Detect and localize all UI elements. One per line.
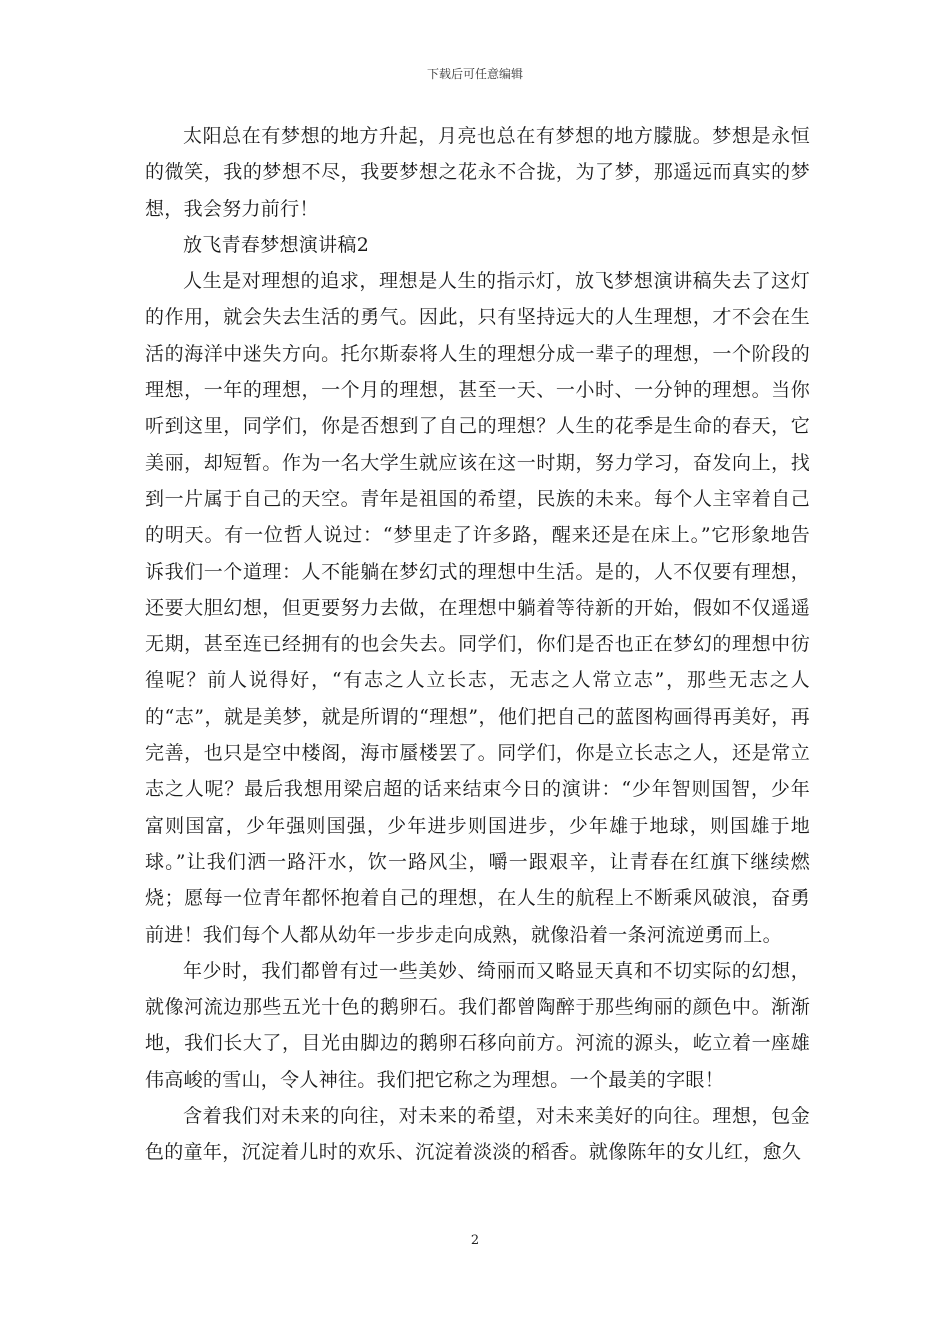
document-body bbox=[145, 118, 810, 1171]
page-number: 2 bbox=[470, 1233, 480, 1248]
paragraph-aspiration: 含着我们对未来的向往，对未来的希望，对未来美好的向往。理想，包金色的童年，沉淀着儿时的欢乐、沉淀着淡淡的稻香。就像陈年的女儿红，愈久 bbox=[145, 1105, 810, 1164]
paragraph-intro: 太阳总在有梦想的地方升起，月亮也总在有梦想的地方朦胧。梦想是永恒的微笑，我的梦想不尽，我要梦想之花永不合拢，为了梦，那遥远而真实的梦想，我会努力前行！ bbox=[145, 125, 810, 220]
paragraph-youth: 年少时，我们都曾有过一些美妙、绮丽而又略显天真和不切实际的幻想，就像河流边那些五光十色的鹅卵石。我们都曾陶醉于那些绚丽的颜色中。渐渐地，我们长大了，目光由脚边的鹅卵石移向前方。河流的源头，屹立着一座雄伟高峻的雪山，令人神往。我们把它称之为理想。一个最美的字眼！ bbox=[145, 959, 810, 1091]
section-heading: 放飞青春梦想演讲稿2 bbox=[183, 233, 370, 256]
page-header: 下载后可任意编辑 bbox=[426, 67, 523, 81]
paragraph-speech: 人生是对理想的追求，理想是人生的指示灯，放飞梦想演讲稿失去了这灯的作用，就会失去生活的勇气。因此，只有坚持远大的人生理想，才不会在生活的海洋中迷失方向。托尔斯泰将人生的理想分成一辈子的理想，一个阶段的理想，一年的理想，一个月的理想，甚至一天、一小时、一分钟的理想。当你听到这里，同学们，你是否想到了自己的理想？人生的花季是生命的春天，它美丽，却短暂。作为一名大学生就应该在这一时期，努力学习，奋发向上，找到一片属于自己的天空。青年是祖国的希望，民族的未来。每个人主宰着自己的明天。有一位哲人说过：“梦里走了许多路，醒来还是在床上。”它形象地告诉我们一个道理：人不能躺在梦幻式的理想中生活。是的，人不仅要有理想，还要大胆幻想，但更要努力去做，在理想中躺着等待新的开始，假如不仅遥遥无期，甚至连已经拥有的也会失去。同学们，你们是否也正在梦幻的理想中彷徨呢？前人说得好，“有志之人立长志，无志之人常立志”，那些无志之人的“志”，就是美梦，就是所谓的“理想”，他们把自己的蓝图构画得再美好，再完善，也只是空中楼阁，海市蜃楼罢了。同学们，你是立长志之人，还是常立志之人呢？最后我想用梁启超的话来结束今日的演讲：“少年智则国智，少年富则国富，少年强则国强，少年进步则国进步，少年雄于地球，则国雄于地球。”让我们洒一路汗水，饮一路风尘，嚼一跟艰辛，让青春在红旗下继续燃烧；愿每一位青年都怀抱着自己的理想，在人生的航程上不断乘风破浪，奋勇前进！我们每个人都从幼年一步步走向成熟，就像沿着一条河流逆勇而上。 bbox=[145, 270, 810, 946]
